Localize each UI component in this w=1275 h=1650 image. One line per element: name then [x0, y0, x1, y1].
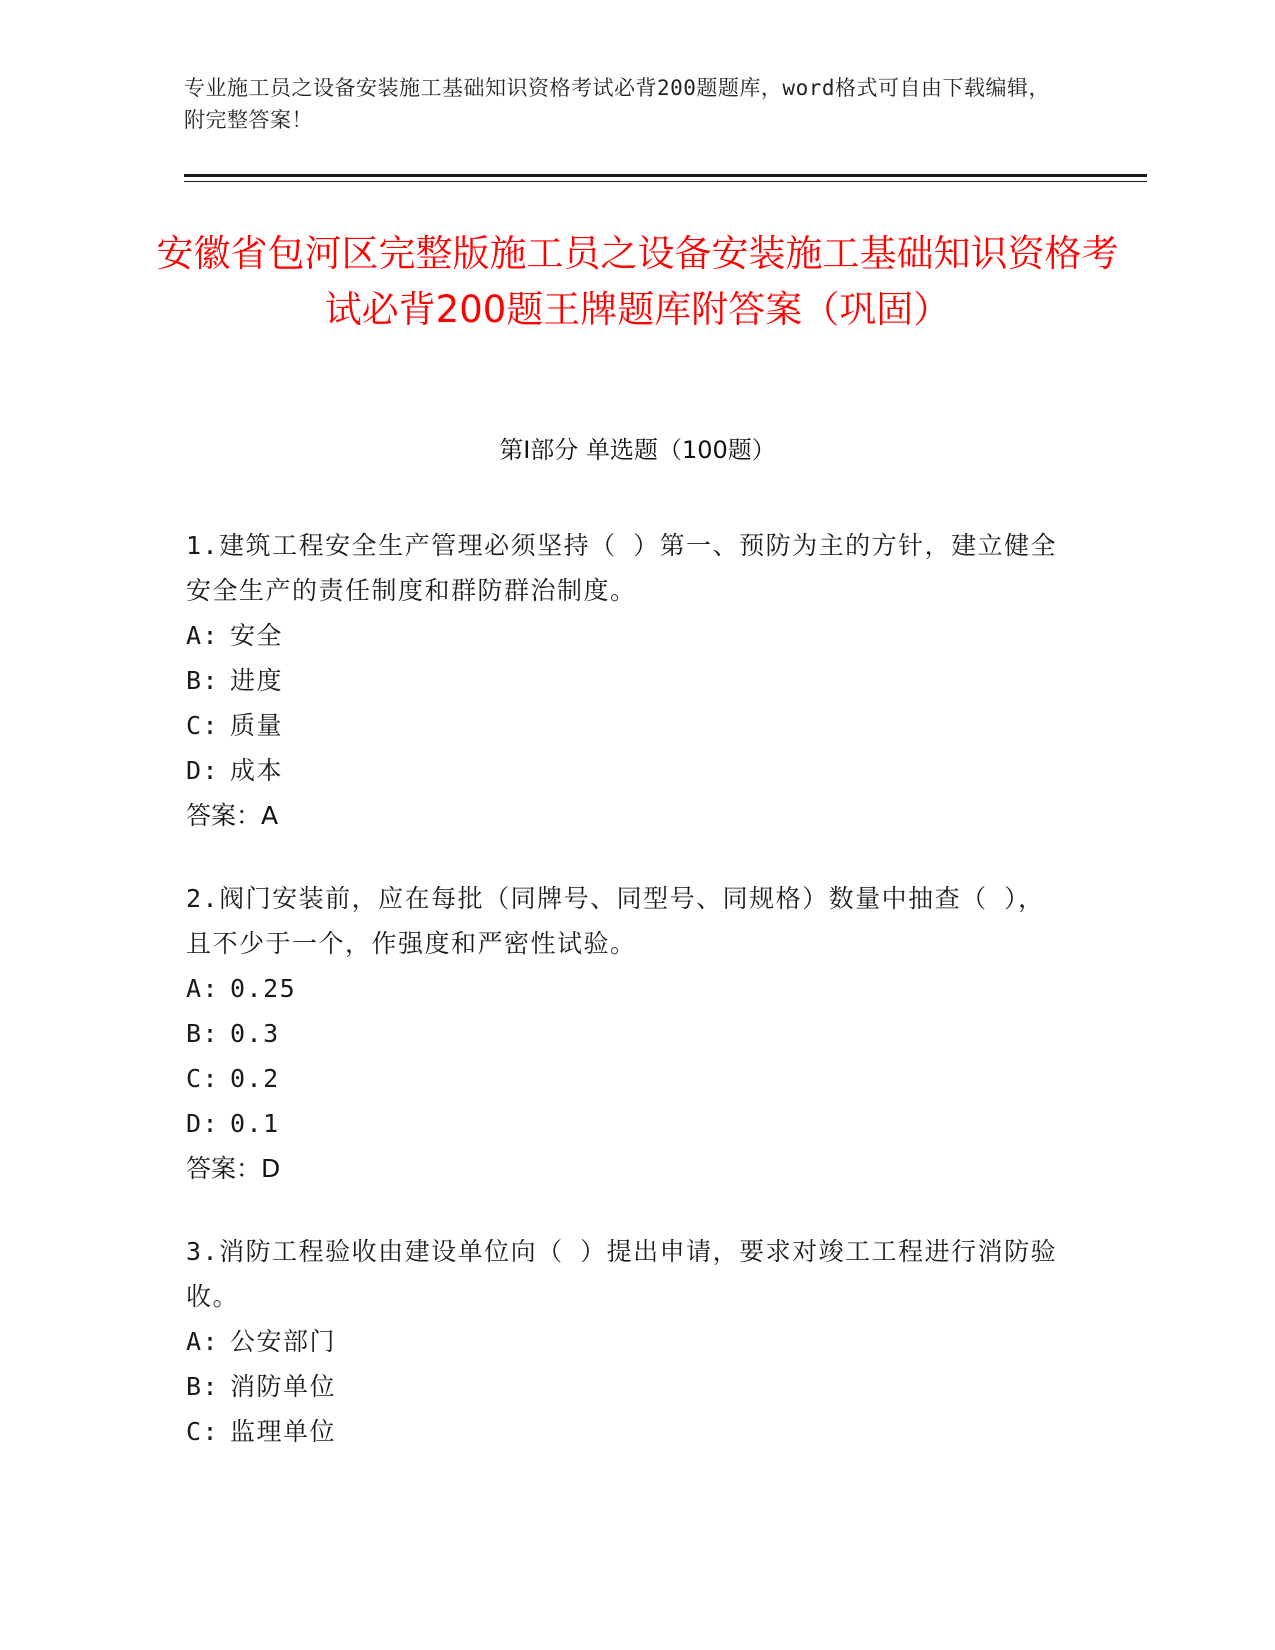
option-letter: A: [186, 621, 220, 650]
question-1 [186, 523, 1066, 838]
option-text: 成本 [230, 756, 284, 785]
answer-line: 答案：D [186, 1154, 281, 1183]
option-text: 进度 [230, 666, 284, 695]
option-text: 0.25 [230, 974, 297, 1003]
option-text: 0.1 [230, 1109, 280, 1138]
option-a [186, 966, 1066, 1011]
option-d [186, 1101, 1066, 1146]
option-text: 公安部门 [230, 1327, 337, 1356]
option-letter: B: [186, 1019, 220, 1048]
question-stem: 3.消防工程验收由建设单位向（ ）提出申请，要求对竣工工程进行消防验收。 [186, 1237, 1058, 1311]
option-c [186, 1056, 1066, 1101]
option-b [186, 658, 1066, 703]
document-title: 安徽省包河区完整版施工员之设备安装施工基础知识资格考试必背200题王牌题库附答案（巩固） [156, 232, 1119, 331]
question-3 [186, 1229, 1066, 1454]
option-text: 0.2 [230, 1064, 280, 1093]
header-rule-thin [184, 181, 1147, 182]
option-letter: D: [186, 756, 220, 785]
question-2 [186, 876, 1066, 1191]
question-stem: 1.建筑工程安全生产管理必须坚持（ ）第一、预防为主的方针，建立健全安全生产的责任制度和群防群治制度。 [186, 531, 1058, 605]
question-stem: 2.阀门安装前，应在每批（同牌号、同型号、同规格）数量中抽查（ ），且不少于一个，作强度和严密性试验。 [186, 884, 1045, 958]
option-letter: A: [186, 1327, 220, 1356]
option-letter: D: [186, 1109, 220, 1138]
option-c [186, 703, 1066, 748]
option-letter: C: [186, 1417, 220, 1446]
option-letter: B: [186, 1372, 220, 1401]
option-text: 安全 [230, 621, 284, 650]
option-letter: B: [186, 666, 220, 695]
option-letter: C: [186, 711, 220, 740]
question-list [186, 523, 1066, 1492]
header-rule-thick [184, 174, 1147, 177]
option-text: 质量 [230, 711, 284, 740]
option-a [186, 1319, 1066, 1364]
option-c [186, 1409, 1066, 1454]
option-a [186, 613, 1066, 658]
option-b [186, 1011, 1066, 1056]
option-letter: A: [186, 974, 220, 1003]
option-text: 监理单位 [230, 1417, 337, 1446]
option-d [186, 748, 1066, 793]
option-letter: C: [186, 1064, 220, 1093]
option-text: 消防单位 [230, 1372, 337, 1401]
header-note: 专业施工员之设备安装施工基础知识资格考试必背200题题库，word格式可自由下载编辑，附完整答案！ [184, 76, 1050, 132]
answer-line: 答案：A [186, 801, 279, 830]
option-text: 0.3 [230, 1019, 280, 1048]
section-title: 第Ⅰ部分 单选题（100题） [499, 436, 776, 464]
option-b [186, 1364, 1066, 1409]
